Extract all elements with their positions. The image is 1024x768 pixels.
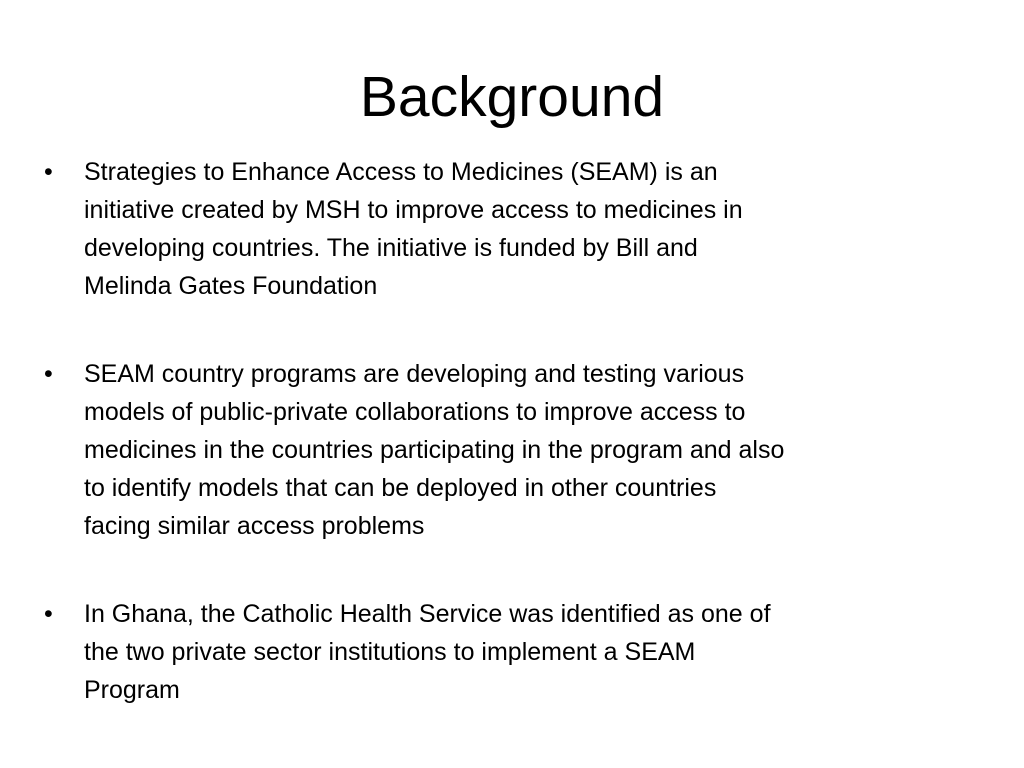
bullet-item [44, 595, 974, 709]
bullet-line: medicines in the countries participating in the program and also [84, 436, 785, 464]
bullet-line: In Ghana, the Catholic Health Service was identified as one of [84, 600, 771, 628]
bullet-line: Melinda Gates Foundation [84, 272, 378, 300]
bullet-marker: • [44, 158, 53, 186]
bullet-line: developing countries. The initiative is funded by Bill and [84, 234, 698, 262]
bullet-line: initiative created by MSH to improve access to medicines in [84, 196, 743, 224]
bullet-marker: • [44, 600, 53, 628]
bullet-text [84, 153, 974, 305]
bullet-line: SEAM country programs are developing and testing various [84, 360, 745, 388]
bullet-line: the two private sector institutions to implement a SEAM [84, 638, 696, 666]
bullet-line: to identify models that can be deployed in other countries [84, 474, 717, 502]
bullet-marker: • [44, 360, 53, 388]
bullet-line: Program [84, 676, 180, 704]
bullet-line: models of public-private collaborations to improve access to [84, 398, 746, 426]
bullet-list [44, 153, 974, 759]
bullet-item [44, 153, 974, 305]
bullet-line: Strategies to Enhance Access to Medicines (SEAM) is an [84, 158, 718, 186]
bullet-line: facing similar access problems [84, 512, 425, 540]
bullet-item [44, 355, 974, 545]
slide-title: Background [359, 65, 665, 129]
bullet-text [84, 355, 974, 545]
bullet-text [84, 595, 974, 709]
